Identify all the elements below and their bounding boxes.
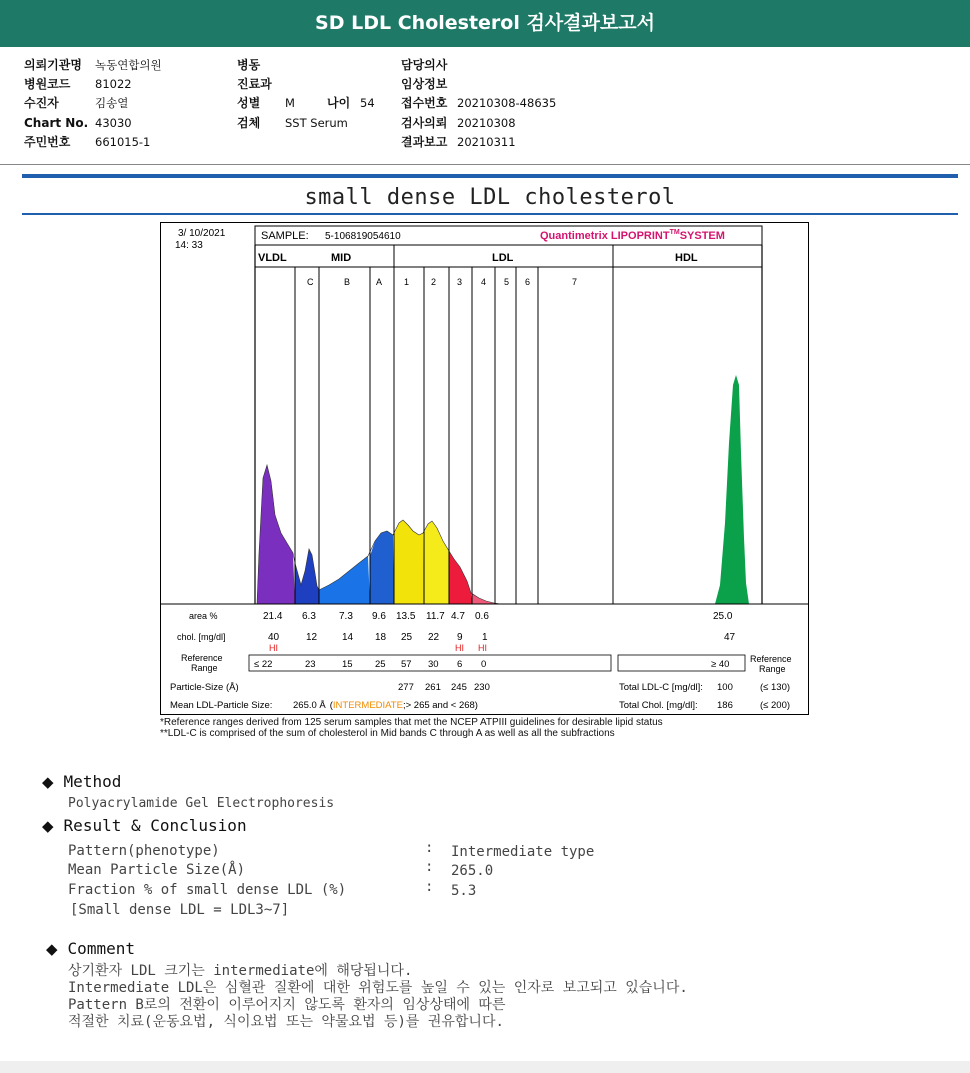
chol-ldl-4: 1 <box>482 632 488 643</box>
band-label-b: B <box>344 277 351 287</box>
patient-label: 수진자 <box>24 96 59 111</box>
peak-mid-b <box>319 556 370 604</box>
resident-no-label: 주민번호 <box>24 134 71 149</box>
brand-name: Quantimetrix LIPOPRINT™SYSTEM <box>540 229 725 242</box>
area-vldl: 21.4 <box>263 611 283 622</box>
band-label-6: 6 <box>525 277 531 287</box>
row-label-ref-1: Reference <box>181 653 223 663</box>
ref-hdl: ≥ 40 <box>711 659 730 670</box>
ref-mid-c: 23 <box>305 659 316 670</box>
chol-mid-b: 14 <box>342 632 354 643</box>
ward-label: 병동 <box>237 58 261 72</box>
dept-label: 진료과 <box>237 77 272 92</box>
comment-line: Pattern B로의 전환이 이루어지지 않도록 환자의 임상상태에 따른 <box>68 997 506 1013</box>
header-divider <box>0 164 970 165</box>
mean-label: Mean LDL-Particle Size: <box>170 700 273 711</box>
chol-vldl: 40 <box>268 632 280 643</box>
right-ref-label-1: Reference <box>750 654 792 664</box>
group-mid: MID <box>331 252 352 264</box>
specimen-value: SST Serum <box>285 115 348 130</box>
scan-title: small dense LDL cholesterol <box>304 185 676 210</box>
area-ldl-2: 11.7 <box>426 611 445 622</box>
hospital-code-value: 81022 <box>95 77 132 92</box>
right-ref-label-2: Range <box>759 664 786 674</box>
result-value-fraction: 5.3 <box>451 883 477 899</box>
scan-top-rule <box>22 174 958 178</box>
chart-no-value: 43030 <box>95 115 132 130</box>
result-label-fraction: Fraction % of small dense LDL (%) <box>68 882 347 898</box>
chol-ldl-3: 9 <box>457 632 463 643</box>
particle-size-3: 245 <box>451 682 467 693</box>
sample-id: 5-106819054610 <box>325 231 401 242</box>
area-hdl: 25.0 <box>713 611 733 622</box>
diamond-bullet-icon: ◆ <box>42 773 54 791</box>
receipt-value: 20210308-48635 <box>457 96 557 111</box>
sex-value: M <box>285 96 295 111</box>
chart-no-label: Chart No. <box>24 115 89 130</box>
band-label-5: 5 <box>504 277 510 287</box>
band-label-a: A <box>376 277 383 287</box>
result-heading: ◆ Result & Conclusion <box>42 816 247 835</box>
scan-time: 14: 33 <box>175 240 203 251</box>
footnote-ldl-c: **LDL-C is comprised of the sum of cholesterol in Mid bands C through A as well as all the subfractions <box>160 728 615 739</box>
hospital-code-label: 병원코드 <box>24 77 71 92</box>
age-label: 나이 <box>327 96 351 111</box>
area-mid-b: 7.3 <box>339 611 353 622</box>
info-column-left <box>24 56 162 152</box>
peak-ldl-4 <box>472 593 501 604</box>
band-label-7: 7 <box>572 277 578 287</box>
total-chol-label: Total Chol. [mg/dl]: <box>619 700 698 711</box>
band-label-1: 1 <box>404 277 410 287</box>
area-mid-c: 6.3 <box>302 611 316 622</box>
particle-size-2: 261 <box>425 682 441 693</box>
request-value: 20210308 <box>457 115 516 130</box>
comment-heading: ◆ Comment <box>46 939 135 958</box>
row-label-chol: chol. [mg/dl] <box>177 632 226 642</box>
area-mid-a: 9.6 <box>372 611 386 622</box>
total-chol-value: 186 <box>717 700 733 711</box>
scan-date: 3/ 10/2021 <box>178 228 226 239</box>
ref-mid-b: 15 <box>342 659 353 670</box>
resident-no-value: 661015-1 <box>95 134 151 149</box>
electrophoresis-report <box>160 222 809 715</box>
band-label-4: 4 <box>481 277 487 287</box>
report-date-label: 결과보고 <box>401 134 448 149</box>
ref-vldl: ≤ 22 <box>254 659 273 670</box>
band-label-c: C <box>307 277 314 287</box>
comment-line: 적절한 치료(운동요법, 식이요법 또는 약물요법 등)를 권유합니다. <box>68 1014 504 1030</box>
total-ldl-value: 100 <box>717 682 733 693</box>
request-label: 검사의뢰 <box>401 115 448 130</box>
clinical-label: 임상정보 <box>401 77 448 92</box>
hi-flag-ldl-3: HI <box>455 643 464 653</box>
area-ldl-3: 4.7 <box>451 611 465 622</box>
peak-mid-a <box>370 531 394 604</box>
institution-label: 의뢰기관명 <box>24 58 82 72</box>
group-vldl: VLDL <box>258 252 287 264</box>
mean-value-line: 265.0 Å (INTERMEDIATE;> 265 and < 268) <box>293 700 478 711</box>
diamond-bullet-icon: ◆ <box>46 940 58 958</box>
chol-ldl-2: 22 <box>428 632 440 643</box>
specimen-label: 검체 <box>237 115 261 130</box>
result-value-mean-size: 265.0 <box>451 863 494 879</box>
method-heading: ◆ Method <box>42 772 122 791</box>
sex-label: 성별 <box>237 96 261 111</box>
doctor-label: 담당의사 <box>401 58 448 72</box>
peak-ldl-2 <box>424 521 449 604</box>
patient-value: 김송열 <box>95 96 129 111</box>
result-sep-mean-size: : <box>425 859 434 875</box>
sample-label: SAMPLE: <box>261 230 309 242</box>
total-ldl-ref: (≤ 130) <box>760 682 791 693</box>
peak-ldl-1 <box>394 520 424 604</box>
result-sep-fraction: : <box>425 879 434 895</box>
hi-flag-ldl-4: HI <box>478 643 487 653</box>
total-ldl-label: Total LDL-C [mg/dl]: <box>619 682 703 693</box>
page-bottom-strip <box>0 1061 970 1073</box>
row-label-area: area % <box>189 611 218 621</box>
method-text: Polyacrylamide Gel Electrophoresis <box>68 796 335 811</box>
result-sep-pattern: : <box>425 840 434 856</box>
peak-ldl-3 <box>449 551 472 604</box>
chol-mid-a: 18 <box>375 632 387 643</box>
row-label-ref-2: Range <box>191 663 218 673</box>
institution-value: 녹동연합의원 <box>95 58 162 72</box>
report-date-value: 20210311 <box>457 134 516 149</box>
receipt-label: 접수번호 <box>401 96 448 111</box>
group-ldl: LDL <box>492 252 514 264</box>
ref-ldl-3: 6 <box>457 659 463 670</box>
area-ldl-1: 13.5 <box>396 611 416 622</box>
group-hdl: HDL <box>675 252 698 264</box>
comment-line: 상기환자 LDL 크기는 intermediate에 해당됩니다. <box>68 963 413 979</box>
band-label-2: 2 <box>431 277 437 287</box>
info-column-middle <box>237 56 375 133</box>
hi-flag-vldl: HI <box>269 643 278 653</box>
chol-ldl-1: 25 <box>401 632 413 643</box>
result-label-mean-size: Mean Particle Size(Å) <box>68 862 246 878</box>
report-title: SD LDL Cholesterol 검사결과보고서 <box>0 0 970 47</box>
result-value-pattern: Intermediate type <box>451 844 595 860</box>
chol-mid-c: 12 <box>306 632 318 643</box>
result-note: [Small dense LDL = LDL3~7] <box>70 902 290 918</box>
particle-size-1: 277 <box>398 682 414 693</box>
diamond-bullet-icon: ◆ <box>42 817 54 835</box>
band-label-3: 3 <box>457 277 463 287</box>
area-ldl-4: 0.6 <box>475 611 489 622</box>
comment-line: Intermediate LDL은 심혈관 질환에 대한 위험도를 높일 수 있는 인자로 보고되고 있습니다. <box>68 980 688 996</box>
ref-ldl-4: 0 <box>481 659 487 670</box>
peak-hdl <box>715 375 749 604</box>
ref-ldl-1: 57 <box>401 659 412 670</box>
chol-hdl: 47 <box>724 632 736 643</box>
ref-mid-a: 25 <box>375 659 386 670</box>
info-column-right <box>401 56 556 152</box>
ref-ldl-2: 30 <box>428 659 439 670</box>
scan-bottom-rule <box>22 213 958 215</box>
row-label-particle: Particle-Size (Å) <box>170 682 239 693</box>
electrophoresis-chart <box>161 223 808 714</box>
total-chol-ref: (≤ 200) <box>760 700 791 711</box>
age-value: 54 <box>360 96 375 111</box>
result-label-pattern: Pattern(phenotype) <box>68 843 220 859</box>
particle-size-4: 230 <box>474 682 490 693</box>
footnote-reference: *Reference ranges derived from 125 serum samples that met the NCEP ATPIII guidelines for desirable lipid status <box>160 717 663 728</box>
